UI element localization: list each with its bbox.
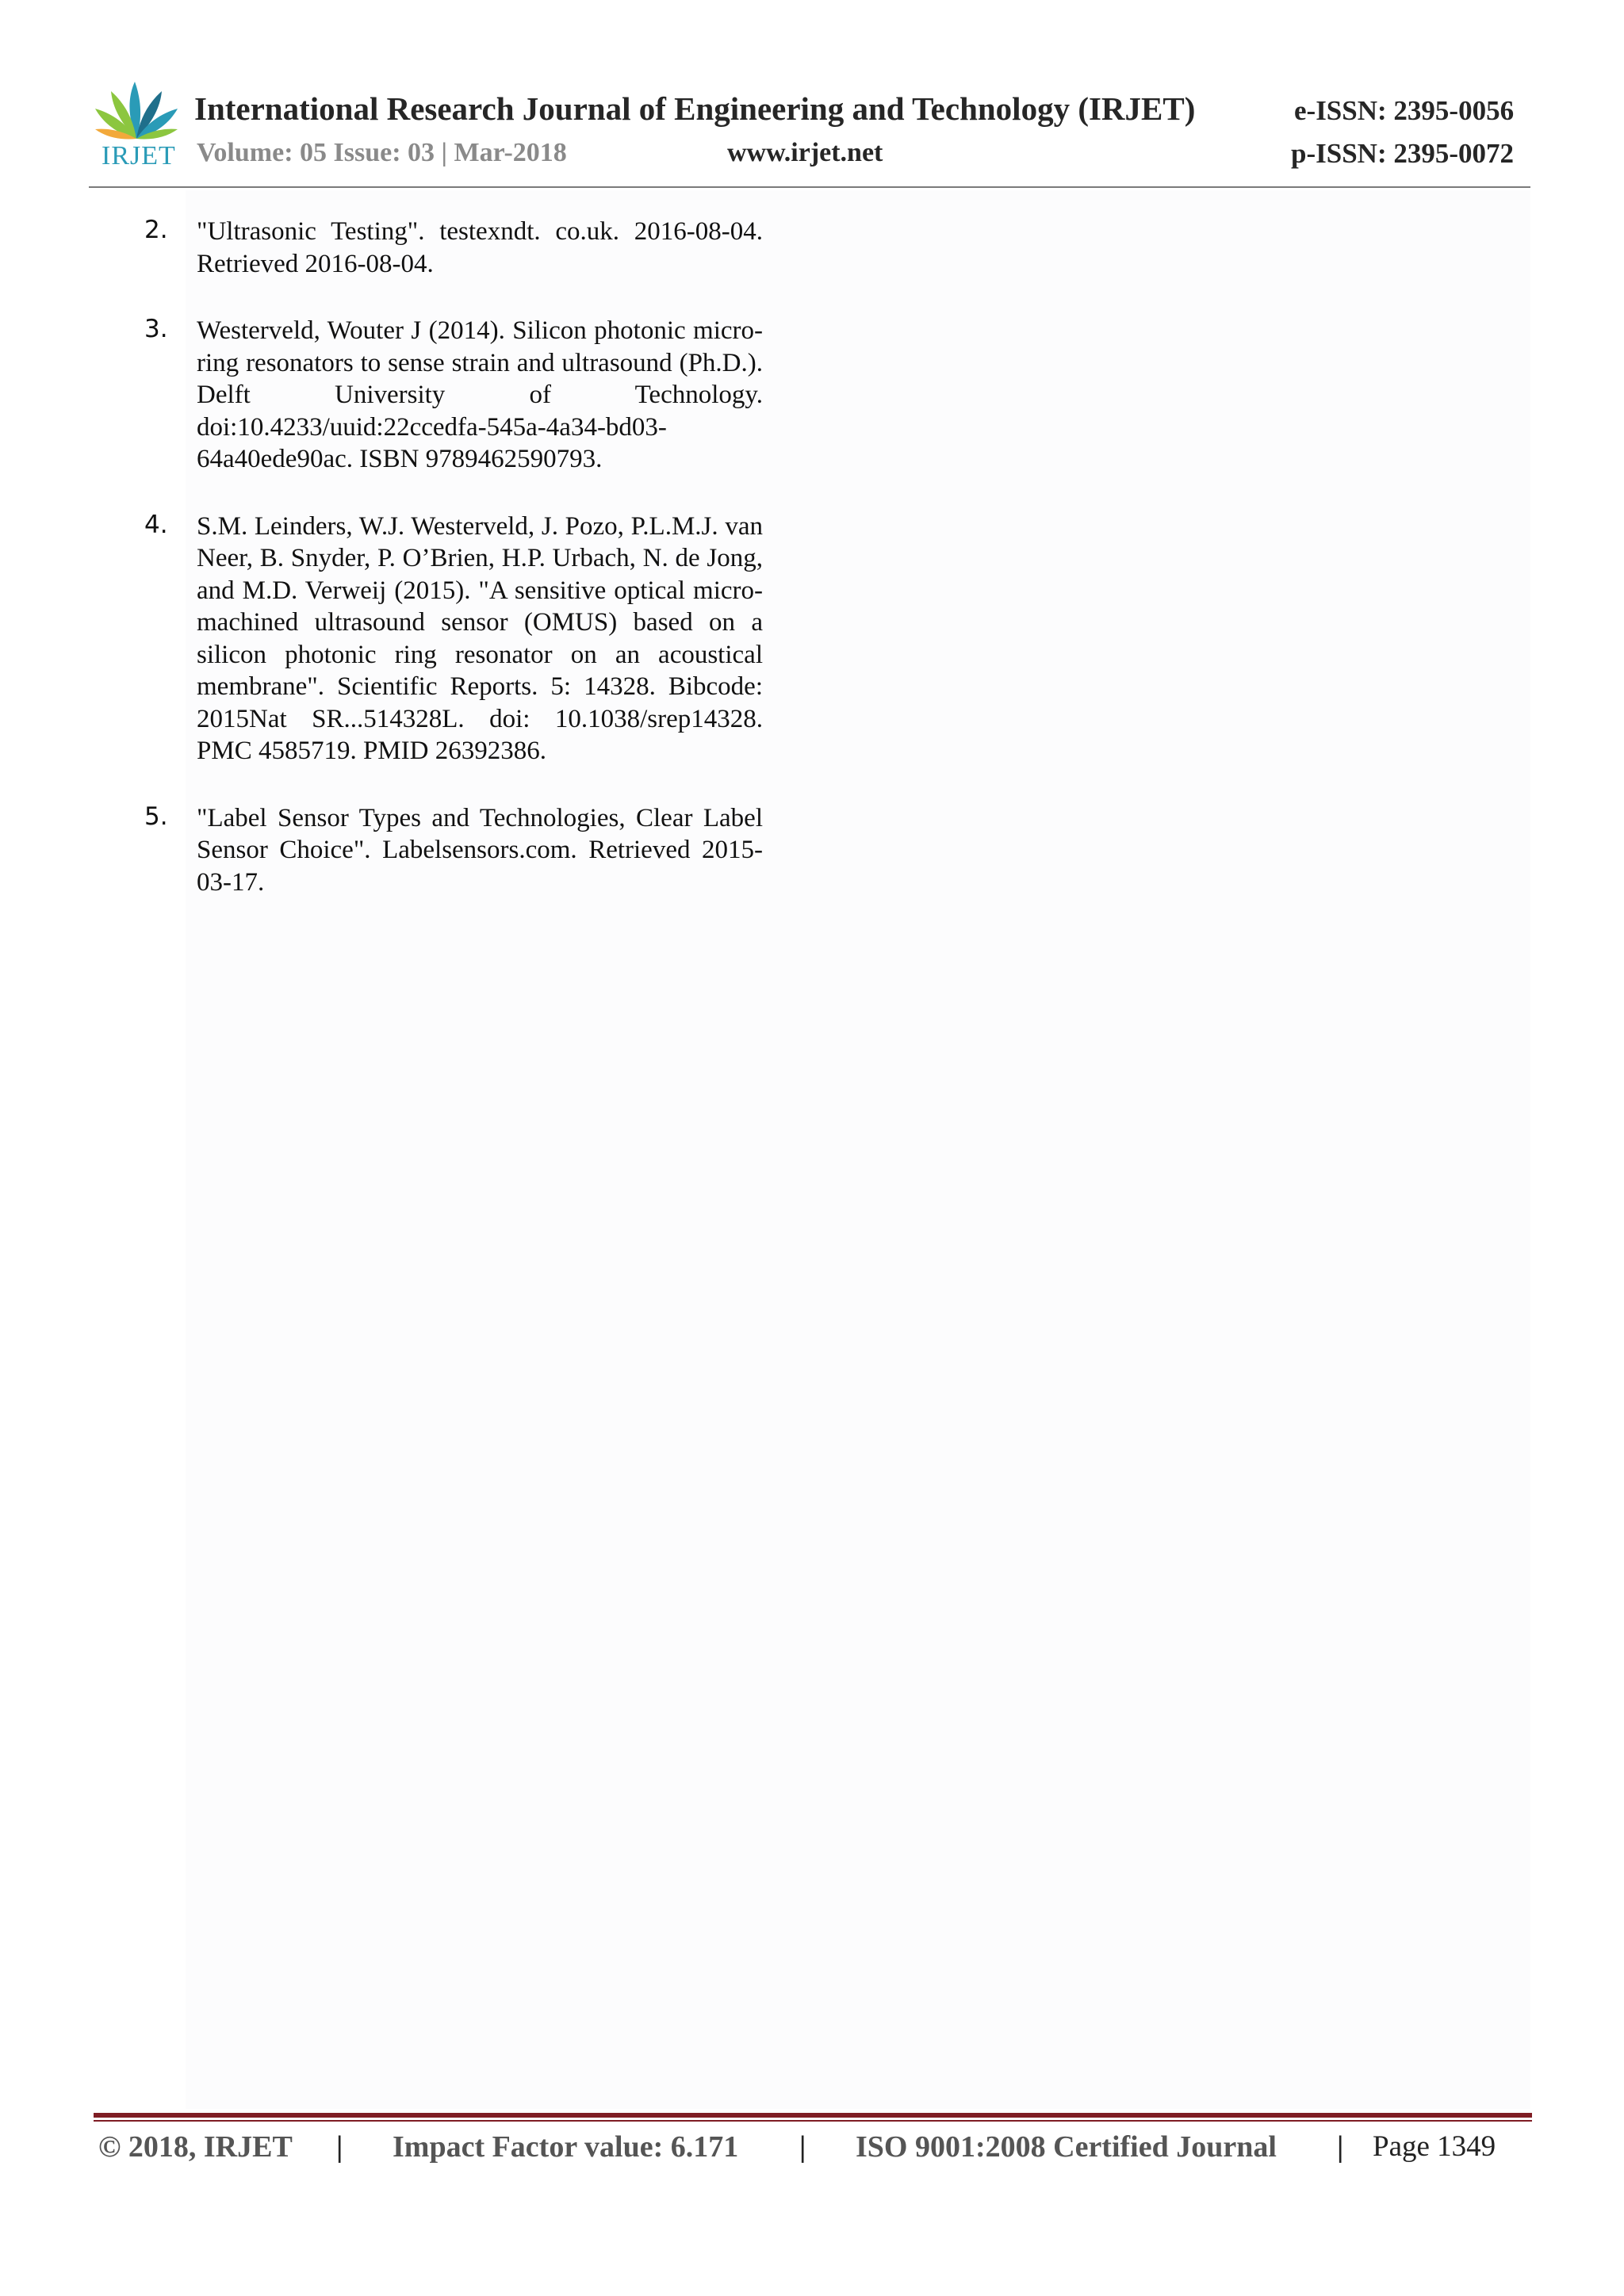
reference-text: "Label Sensor Types and Technologies, Clear Label Sensor Choice". Labelsensors.com. Retrieved 2015-03-17. — [197, 803, 763, 897]
footer-divider-thin — [94, 2120, 1532, 2122]
reference-text: "Ultrasonic Testing". testexndt. co.uk. 2016-08-04. Retrieved 2016-08-04. — [197, 217, 763, 278]
reference-item — [144, 216, 763, 280]
reference-text: Westerveld, Wouter J (2014). Silicon photonic micro-ring resonators to sense strain and ultrasound (Ph.D.). Delft University of Technology. doi:10.4233/uuid:22ccedfa-545a-4a34-bd03-64a40ede90ac. ISBN 9789462590793. — [197, 316, 763, 473]
footer-page-number: Page 1349 — [1373, 2130, 1496, 2163]
journal-title: International Research Journal of Engineering and Technology (IRJET) — [194, 90, 1196, 127]
reference-text: S.M. Leinders, W.J. Westerveld, J. Pozo, P.L.M.J. van Neer, B. Snyder, P. O’Brien, H.P. Urbach, N. de Jong, and M.D. Verweij (2015). "A sensitive optical micro-machined ultrasound sensor (OMUS) based on a silicon photonic ring resonator on an acoustical membrane". Scientific Reports. 5: 14328. Bibcode: 2015Nat SR...514328L. doi: 10.1038/srep14328. PMC 4585719. PMID 26392386. — [197, 511, 763, 765]
volume-issue: Volume: 05 Issue: 03 | Mar-2018 — [197, 138, 567, 167]
eissn: e-ISSN: 2395-0056 — [1294, 95, 1515, 126]
footer-copyright: © 2018, IRJET — [98, 2130, 293, 2164]
reference-number: 3. — [144, 315, 168, 343]
logo-text: IRJET — [102, 141, 176, 170]
footer-separator: | — [799, 2130, 806, 2164]
footer-iso: ISO 9001:2008 Certified Journal — [856, 2130, 1277, 2164]
footer-divider-thick — [94, 2113, 1532, 2118]
pissn: p-ISSN: 2395-0072 — [1291, 138, 1515, 169]
page-header — [0, 0, 1624, 190]
reference-item — [144, 802, 763, 899]
footer-separator: | — [1337, 2130, 1344, 2164]
reference-number: 4. — [144, 510, 168, 539]
reference-item — [144, 315, 763, 476]
reference-item — [144, 511, 763, 767]
reference-list — [144, 216, 763, 933]
reference-number: 5. — [144, 802, 168, 831]
journal-website-link[interactable]: www.irjet.net — [727, 138, 883, 167]
footer-impact-factor: Impact Factor value: 6.171 — [393, 2130, 739, 2164]
reference-number: 2. — [144, 216, 168, 244]
header-divider — [89, 186, 1530, 188]
footer-separator: | — [336, 2130, 343, 2164]
